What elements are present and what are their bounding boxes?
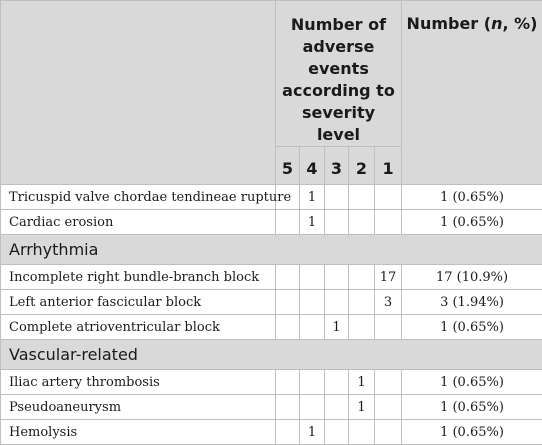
table-row [1,290,542,315]
row-label: Tricuspid valve chordae tendineae rupture [1,185,276,210]
level-cell [375,395,402,420]
row-label: Iliac artery thrombosis [1,370,276,395]
table-row [1,315,542,340]
level-cell: 1 [325,315,349,340]
section-row [1,340,542,370]
level-cell [276,265,300,290]
table-row [1,210,542,235]
level-cell [375,315,402,340]
level-cell: 3 [375,290,402,315]
level-cell [276,395,300,420]
section-label: Arrhythmia [1,235,542,265]
number-cell: 1 (0.65%) [402,370,542,395]
severity-level-1: 1 [375,147,402,185]
level-cell: 1 [349,370,375,395]
row-label: Left anterior fascicular block [1,290,276,315]
level-cell [349,290,375,315]
level-cell [375,185,402,210]
level-cell [349,210,375,235]
section-label: Vascular-related [1,340,542,370]
table-row [1,370,542,395]
table-row [1,395,542,420]
level-cell [300,290,325,315]
severity-level-2: 2 [349,147,375,185]
level-cell [300,265,325,290]
level-cell [276,290,300,315]
level-cell [349,265,375,290]
level-cell [349,315,375,340]
level-cell [325,290,349,315]
level-cell [276,370,300,395]
number-label-n: n [491,14,502,33]
number-cell: 1 (0.65%) [402,315,542,340]
header-blank-cell [1,1,276,185]
row-label: Cardiac erosion [1,210,276,235]
table-row [1,265,542,290]
number-label-suffix: , %) [502,14,537,33]
level-cell [375,420,402,445]
level-cell [375,210,402,235]
level-cell [300,315,325,340]
level-cell [325,265,349,290]
level-cell [276,315,300,340]
table-row [1,185,542,210]
number-cell: 1 (0.65%) [402,210,542,235]
severity-level-5: 5 [276,147,300,185]
level-cell [276,210,300,235]
number-cell: 1 (0.65%) [402,395,542,420]
level-cell: 1 [349,395,375,420]
level-cell [325,370,349,395]
level-cell [325,395,349,420]
level-cell [300,395,325,420]
number-cell: 17 (10.9%) [402,265,542,290]
number-label-prefix: Number ( [407,14,492,33]
row-label: Pseudoaneurysm [1,395,276,420]
severity-level-4: 4 [300,147,325,185]
level-cell [325,210,349,235]
level-cell [375,370,402,395]
level-cell [349,420,375,445]
number-cell: 3 (1.94%) [402,290,542,315]
row-label: Complete atrioventricular block [1,315,276,340]
level-cell [276,420,300,445]
level-cell [300,370,325,395]
level-cell: 1 [300,420,325,445]
level-cell [325,420,349,445]
number-cell: 1 (0.65%) [402,420,542,445]
table-row [1,420,542,445]
row-label: Hemolysis [1,420,276,445]
number-column-header [402,1,542,185]
level-cell [349,185,375,210]
severity-group-label: Number of adverse events according to severity level [280,14,398,146]
row-label: Incomplete right bundle-branch block [1,265,276,290]
severity-group-header [276,1,402,147]
number-cell: 1 (0.65%) [402,185,542,210]
level-cell: 1 [300,210,325,235]
section-row [1,235,542,265]
severity-level-3: 3 [325,147,349,185]
level-cell: 1 [300,185,325,210]
level-cell: 17 [375,265,402,290]
level-cell [325,185,349,210]
